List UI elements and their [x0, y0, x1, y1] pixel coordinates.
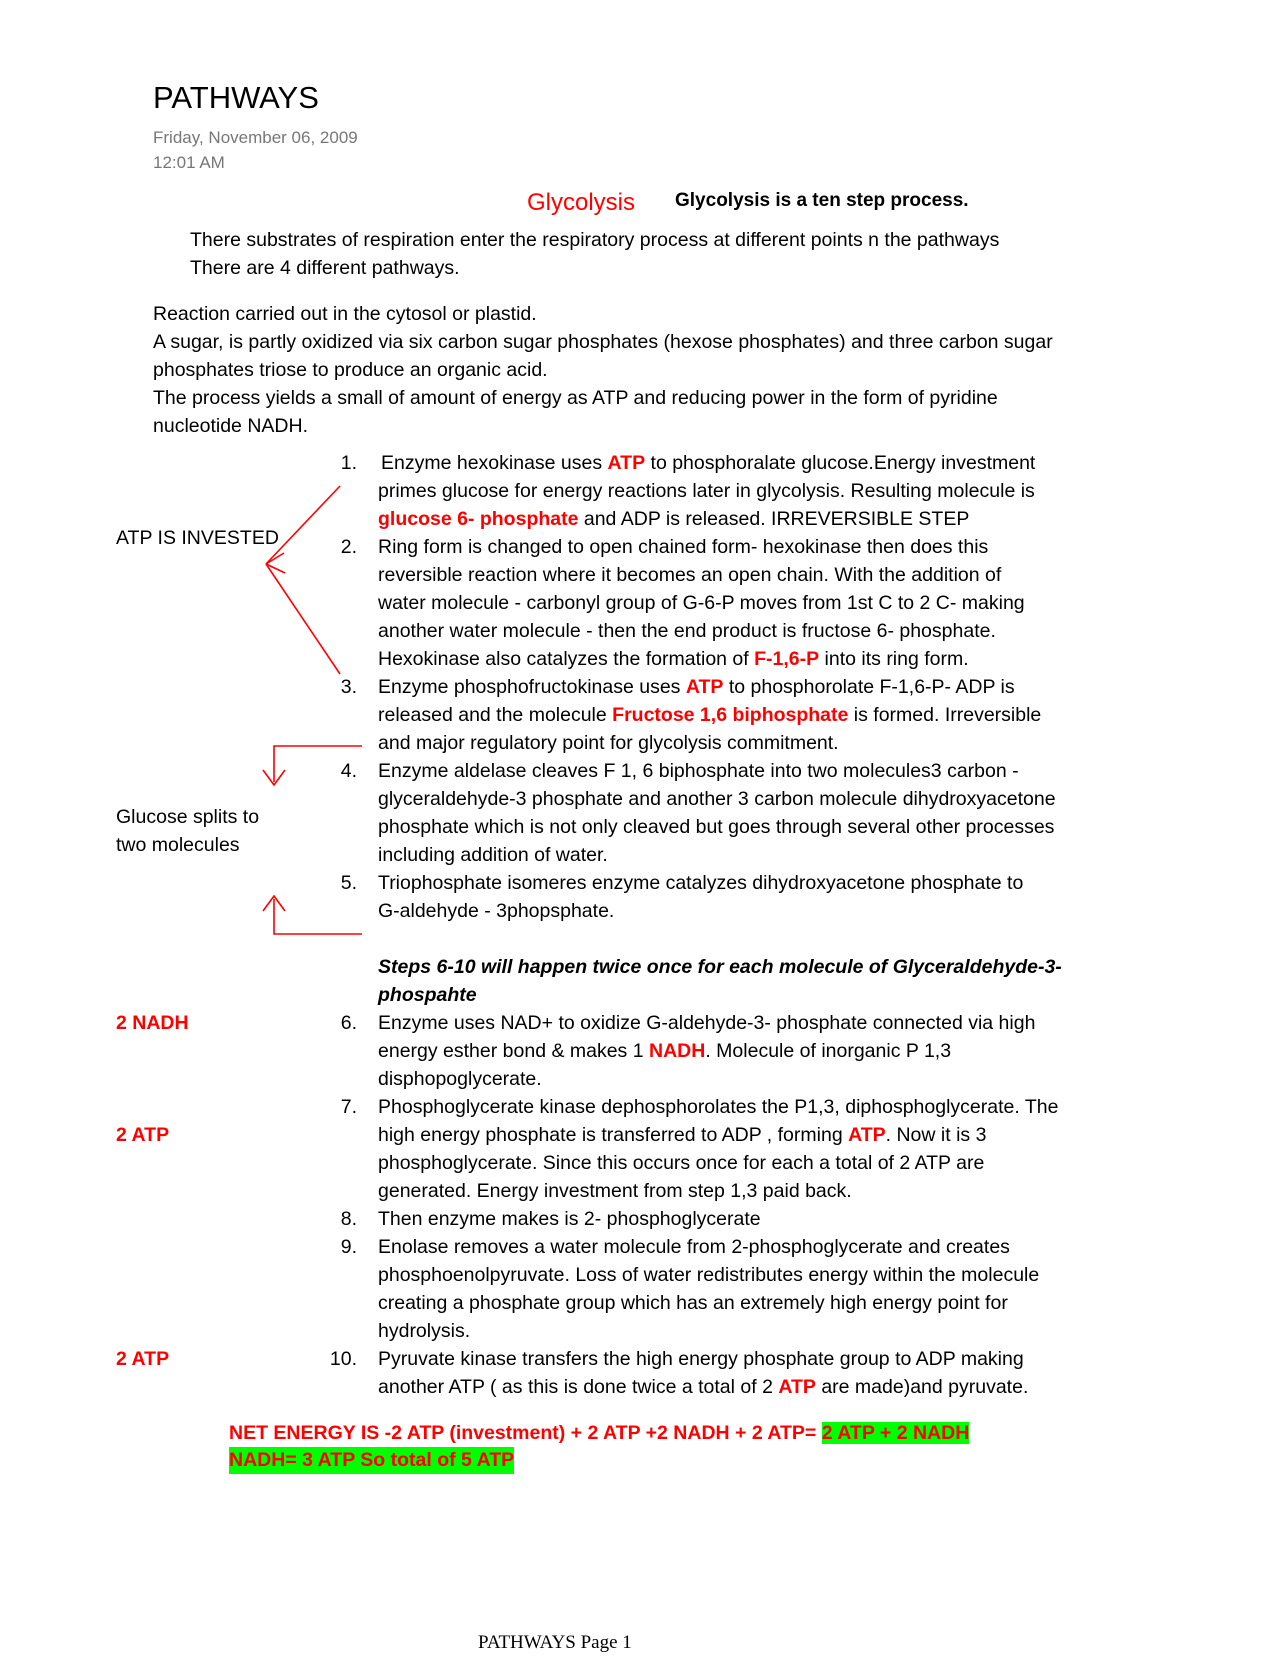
body-line-5: nucleotide NADH.: [153, 415, 308, 437]
body-line-3: phosphates triose to produce an organic acid.: [153, 359, 548, 381]
step-9-line: hydrolysis.: [378, 1320, 471, 1342]
step-1-number: 1.: [340, 452, 357, 474]
step-7-line: generated. Energy investment from step 1,3 paid back.: [378, 1180, 852, 1202]
step-2-number: 2.: [340, 536, 357, 558]
arrowhead-atp-invested: [266, 553, 285, 573]
atp-invested-label: ATP IS INVESTED: [116, 527, 279, 549]
step-4-line: phosphate which is not only cleaved but goes through several other processes: [378, 816, 1055, 838]
step-4-line: including addition of water.: [378, 844, 608, 866]
step-8-line: Then enzyme makes is 2- phosphoglycerate: [378, 1208, 761, 1230]
body-line-1: Reaction carried out in the cytosol or plastid.: [153, 303, 537, 325]
step-9-line: phosphoenolpyruvate. Loss of water redistributes energy within the molecule: [378, 1264, 1040, 1286]
glucose-splits-label: two molecules: [116, 834, 240, 856]
arrow-from-step-2: [266, 564, 340, 674]
step-2-line: Hexokinase also catalyzes the formation of F-1,6-P into its ring form.: [378, 648, 969, 670]
net-energy-total: NADH= 3 ATP So total of 5 ATP: [229, 1447, 514, 1474]
step-1-line: Enzyme hexokinase uses ATP to phosphoralate glucose.Energy investment: [381, 452, 1036, 474]
step-7-line: Phosphoglycerate kinase dephosphorolates the P1,3, diphosphoglycerate. The: [378, 1096, 1059, 1118]
intro-line-1: There substrates of respiration enter the respiratory process at different points n the pathways: [190, 229, 1000, 251]
step-5-number: 5.: [340, 872, 357, 894]
step-6-line: Enzyme uses NAD+ to oxidize G-aldehyde-3- phosphate connected via high: [378, 1012, 1036, 1034]
nadh-side-label: 2 NADH: [116, 1012, 189, 1034]
step-8-number: 8.: [340, 1208, 357, 1230]
body-line-4: The process yields a small of amount of energy as ATP and reducing power in the form of pyridine: [153, 387, 998, 409]
net-energy-highlight: 2 ATP + 2 NADH: [821, 1422, 970, 1444]
atp-side-label: 2 ATP: [116, 1348, 170, 1370]
step-6-line: energy esther bond & makes 1 NADH. Molecule of inorganic P 1,3: [378, 1040, 952, 1062]
step-9-line: creating a phosphate group which has an extremely high energy point for: [378, 1292, 1008, 1314]
step-10-number: 10.: [329, 1348, 357, 1370]
body-line-2: A sugar, is partly oxidized via six carbon sugar phosphates (hexose phosphates) and three carbon sugar: [153, 331, 1053, 353]
step-2-line: another water molecule - then the end product is fructose 6- phosphate.: [378, 620, 996, 642]
step-3-line: and major regulatory point for glycolysis commitment.: [378, 732, 839, 754]
step-10-line: another ATP ( as this is done twice a total of 2 ATP are made)and pyruvate.: [378, 1376, 1029, 1398]
bracket-bottom: [274, 899, 362, 934]
step-9-line: Enolase removes a water molecule from 2-phosphoglycerate and creates: [378, 1236, 1010, 1258]
page-time: 12:01 AM: [153, 153, 225, 172]
step-3-line: released and the molecule Fructose 1,6 biphosphate is formed. Irreversible: [378, 704, 1042, 726]
step-3-line: Enzyme phosphofructokinase uses ATP to phosphorolate F-1,6-P- ADP is: [378, 676, 1015, 698]
page-date: Friday, November 06, 2009: [153, 128, 358, 147]
step-4-line: Enzyme aldelase cleaves F 1, 6 biphosphate into two molecules3 carbon -: [378, 760, 1019, 782]
glycolysis-heading: Glycolysis: [527, 189, 636, 216]
page-title: PATHWAYS: [153, 80, 319, 115]
step-7-number: 7.: [340, 1096, 357, 1118]
page-footer: PATHWAYS Page 1: [478, 1632, 632, 1653]
glucose-splits-label: Glucose splits to: [116, 806, 260, 828]
net-energy-line: NET ENERGY IS -2 ATP (investment) + 2 ATP +2 NADH + 2 ATP= 2 ATP + 2 NADH: [229, 1422, 970, 1444]
step-5-line: Triophosphate isomeres enzyme catalyzes dihydroxyacetone phosphate to: [378, 872, 1024, 894]
atp-side-label: 2 ATP: [116, 1124, 170, 1146]
bracket-top: [274, 746, 362, 782]
step-2-line: Ring form is changed to open chained form- hexokinase then does this: [378, 536, 989, 558]
step-5-line: G-aldehyde - 3phopsphate.: [378, 900, 615, 922]
steps-twice-note: Steps 6-10 will happen twice once for each molecule of Glyceraldehyde-3-: [378, 956, 1062, 978]
intro-line-2: There are 4 different pathways.: [190, 257, 460, 279]
step-1-line: primes glucose for energy reactions later in glycolysis. Resulting molecule is: [378, 480, 1035, 502]
step-1-line: glucose 6- phosphate and ADP is released. IRREVERSIBLE STEP: [378, 508, 970, 530]
glycolysis-subtitle: Glycolysis is a ten step process.: [675, 190, 969, 211]
step-3-number: 3.: [340, 676, 357, 698]
step-4-line: glyceraldehyde-3 phosphate and another 3 carbon molecule dihydroxyacetone: [378, 788, 1056, 810]
step-6-line: disphopoglycerate.: [378, 1068, 542, 1090]
steps-twice-note: phospahte: [378, 984, 477, 1006]
step-2-line: water molecule - carbonyl group of G-6-P moves from 1st C to 2 C- making: [378, 592, 1025, 614]
step-7-line: high energy phosphate is transferred to ADP , forming ATP. Now it is 3: [378, 1124, 987, 1146]
arrow-from-step-1: [266, 486, 340, 564]
step-6-number: 6.: [340, 1012, 357, 1034]
step-2-line: reversible reaction where it becomes an open chain. With the addition of: [378, 564, 1002, 586]
step-4-number: 4.: [340, 760, 357, 782]
step-9-number: 9.: [340, 1236, 357, 1258]
step-10-line: Pyruvate kinase transfers the high energy phosphate group to ADP making: [378, 1348, 1024, 1370]
step-7-line: phosphoglycerate. Since this occurs once for each a total of 2 ATP are: [378, 1152, 985, 1174]
